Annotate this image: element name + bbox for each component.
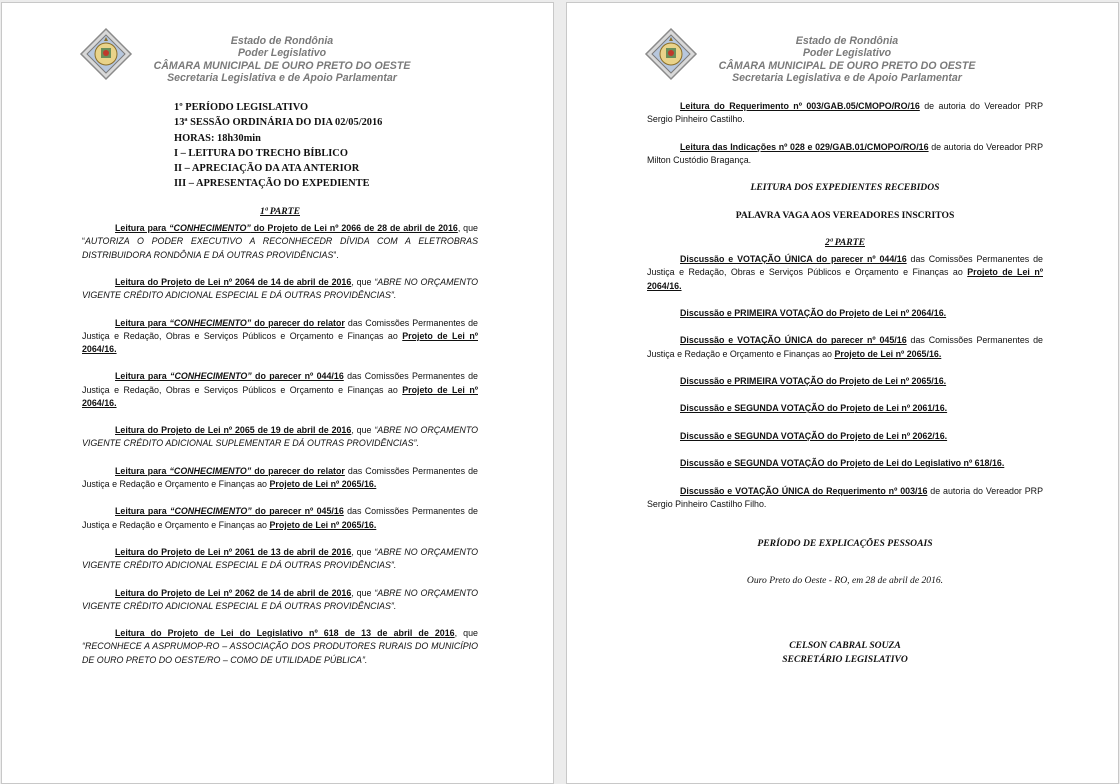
letterhead-state: Estado de Rondônia: [795, 35, 899, 47]
letterhead-secretariat: Secretaria Legislativa e de Apoio Parlamentar: [167, 72, 397, 85]
document-page-2: [566, 2, 1119, 784]
item-p8: Leitura do Projeto de Lei nº 2061 de 13 de abril de 2016, que “ABRE NO ORÇAMENTO VIGENTE CRÉDITO ADICIONAL ESPECIAL E DÁ OUTRAS PROVIDÊNCIAS”.: [82, 546, 478, 571]
letterhead: [707, 35, 987, 85]
session-info: [174, 100, 382, 192]
item-p2: Leitura do Projeto de Lei nº 2064 de 14 de abril de 2016, que “ABRE NO ORÇAMENTO VIGENTE CRÉDITO ADICIONAL ESPECIAL E DÁ OUTRAS PROVIDÊNCIAS”.: [82, 277, 478, 301]
signer-name: CELSON CABRAL SOUZA: [789, 640, 901, 652]
palavra-vaga-heading: PALAVRA VAGA AOS VEREADORES INSCRITOS: [735, 209, 955, 221]
vote-d6: Discussão e SEGUNDA VOTAÇÃO do Projeto de Lei nº 2062/16.: [680, 430, 948, 441]
vote-d4: Discussão e PRIMEIRA VOTAÇÃO do Projeto de Lei nº 2065/16.: [680, 375, 947, 386]
letterhead-chamber: CÂMARA MUNICIPAL DE OURO PRETO DO OESTE: [153, 59, 411, 72]
letterhead-secretariat: Secretaria Legislativa e de Apoio Parlamentar: [732, 72, 962, 85]
session-period: 1º PERÍODO LEGISLATIVO: [174, 102, 309, 113]
letterhead-state: Estado de Rondônia: [230, 35, 334, 47]
item-p6: Leitura para “CONHECIMENTO” do parecer do relator das Comissões Permanentes de Justiça e Redação e Orçamento e Finanças ao Projeto de Lei nº 2065/16.: [82, 465, 478, 489]
requerimento-reading: Leitura do Requerimento nº 003/GAB.05/CMOPO/RO/16 de autoria do Vereador PRP Sergio Pinheiro Castilho.: [647, 101, 1043, 125]
vote-d7: Discussão e SEGUNDA VOTAÇÃO do Projeto de Lei do Legislativo nº 618/16.: [680, 458, 1005, 469]
item-p9: Leitura do Projeto de Lei nº 2062 de 14 de abril de 2016, que “ABRE NO ORÇAMENTO VIGENTE CRÉDITO ADICIONAL ESPECIAL E DÁ OUTRAS PROVIDÊNCIAS”.: [82, 587, 478, 611]
item-p5: Leitura do Projeto de Lei nº 2065 de 19 de abril de 2016, que “ABRE NO ORÇAMENTO VIGENTE CRÉDITO ADICIONAL SUPLEMENTAR E DÁ OUTRAS PROVIDÊNCIAS”.: [82, 425, 478, 449]
place-date: Ouro Preto do Oeste - RO, em 28 de abril de 2016.: [746, 575, 944, 587]
explicacoes-heading: PERÍODO DE EXPLICAÇÕES PESSOAIS: [757, 537, 933, 549]
agenda-item-1: I – LEITURA DO TRECHO BÍBLICO: [174, 147, 348, 159]
part2-title: 2ª PARTE: [825, 236, 865, 248]
vote-d2: Discussão e PRIMEIRA VOTAÇÃO do Projeto de Lei nº 2064/16.: [680, 307, 947, 318]
document-page-1: [1, 2, 554, 784]
page2-body: [647, 100, 1043, 680]
agenda-item-2: II – APRECIAÇÃO DA ATA ANTERIOR: [174, 163, 360, 175]
vote-d8: Discussão e VOTAÇÃO ÚNICA do Requerimento nº 003/16 de autoria do Vereador PRP Sergio Pinheiro Castilho Filho.: [647, 485, 1043, 509]
vote-d3: Discussão e VOTAÇÃO ÚNICA do parecer nº 045/16 das Comissões Permanentes de Justiça e Redação e Orçamento e Finanças ao Projeto de Lei nº 2065/16.: [647, 335, 1043, 359]
letterhead-chamber: CÂMARA MUNICIPAL DE OURO PRETO DO OESTE: [718, 59, 976, 72]
chamber-seal-icon: [644, 27, 698, 81]
part1-title: 1ª PARTE: [260, 206, 300, 217]
item-p7: Leitura para “CONHECIMENTO” do parecer nº 045/16 das Comissões Permanentes de Justiça e Redação e Orçamento e Finanças ao Projeto de Lei nº 2065/16.: [82, 506, 478, 530]
item-p1: Leitura para “CONHECIMENTO” do Projeto de Lei nº 2066 de 28 de abril de 2016, que “AUTORIZA O PODER EXECUTIVO A RECONHECEDR DÍVIDA COM A ELETROBRAS DISTRIBUIDORA RONDÔNIA E DÁ OUTRAS PROVIDÊNCIAS”.: [82, 223, 478, 260]
item-p10: Leitura do Projeto de Lei do Legislativo nº 618 de 13 de abril de 2016, que “RECONHECE A ASPRUMOP-RO – ASSOCIAÇÃO DOS PRODUTORES RURAIS DO MUNICÍPIO DE OURO PRETO DO OESTE/RO – COMO DE UTILIDADE PÚBLICA”.: [82, 628, 478, 665]
item-p3: Leitura para “CONHECIMENTO” do parecer do relator das Comissões Permanentes de Justiça e Redação, Obras e Serviços Públicos e Orçamento e Finanças ao Projeto de Lei nº 2064/16.: [82, 317, 478, 354]
letterhead-power: Poder Legislativo: [802, 47, 892, 60]
vote-d1: Discussão e VOTAÇÃO ÚNICA do parecer nº 044/16 das Comissões Permanentes de Justiça e Redação, Obras e Serviços Públicos e Orçamento e Finanças ao Projeto de Lei nº 2064/16.: [647, 254, 1043, 291]
session-hours: HORAS: 18h30min: [174, 132, 261, 144]
expedientes-heading: LEITURA DOS EXPEDIENTES RECEBIDOS: [750, 182, 940, 194]
signer-role: SECRETÁRIO LEGISLATIVO: [782, 653, 908, 665]
item-p4: Leitura para “CONHECIMENTO” do parecer nº 044/16 das Comissões Permanentes de Justiça e Redação, Obras e Serviços Públicos e Orçamento e Finanças ao Projeto de Lei nº 2064/16.: [82, 371, 478, 408]
indicacoes-reading: Leitura das Indicações nº 028 e 029/GAB.01/CMOPO/RO/16 de autoria do Vereador PRP Milton Custódio Bragança.: [647, 141, 1043, 165]
chamber-seal-icon: [79, 27, 133, 81]
letterhead: [142, 35, 422, 85]
part1-body: [82, 205, 478, 681]
vote-d5: Discussão e SEGUNDA VOTAÇÃO do Projeto de Lei nº 2061/16.: [680, 403, 948, 414]
session-title: 13ª SESSÃO ORDINÁRIA DO DIA 02/05/2016: [174, 117, 383, 129]
agenda-item-3: III – APRESENTAÇÃO DO EXPEDIENTE: [174, 178, 370, 190]
letterhead-power: Poder Legislativo: [237, 47, 327, 60]
